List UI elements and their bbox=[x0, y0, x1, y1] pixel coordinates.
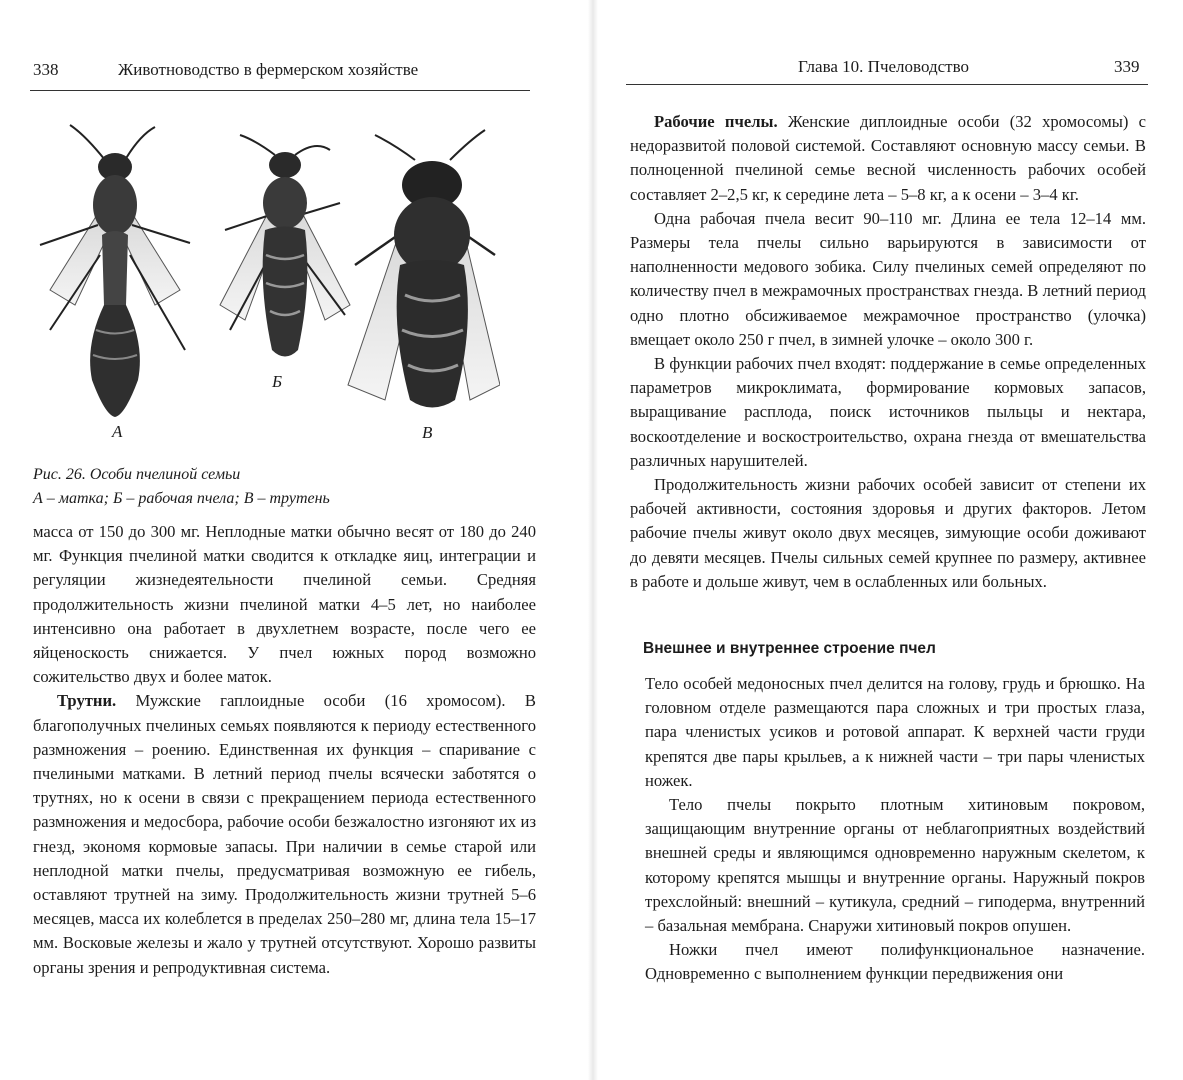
paragraph bbox=[630, 207, 1146, 352]
left-body-text bbox=[33, 520, 536, 980]
paragraph-text: Тело пчелы покрыто плотным хитиновым покровом, защищающим внутренние органы от неблагоприятных воздействий внешней среды и являющимся одновременно наружным скелетом, к которому крепятся мышцы и внутренние органы. Наружный покров трехслойный: внешний – кутикула, средний – гиподерма, внутренний – базальная мембрана. Снаружи хитиновый покров опушен. bbox=[645, 795, 1145, 936]
drone-bee-drawing bbox=[348, 130, 500, 408]
section-heading: Внешнее и внутреннее строение пчел bbox=[643, 640, 936, 657]
worker-bee-drawing bbox=[220, 135, 350, 357]
left-page-number: 338 bbox=[33, 60, 59, 79]
right-running-title: Глава 10. Пчеловодство bbox=[798, 57, 969, 76]
right-body-text-top bbox=[630, 110, 1146, 594]
figure-label-v: В bbox=[422, 423, 433, 442]
figure-label-a: А bbox=[112, 422, 123, 441]
paragraph-text: Продолжительность жизни рабочих особей зависит от степени их рабочей активности, состояния здоровья и других факторов. Летом рабочие пчелы живут около двух месяцев, зимующие особи доживают до девяти месяцев. Пчелы сильных семей крупнее по размеру, активнее в работе и дольше живут, чем в ослабленных или больных. bbox=[630, 475, 1146, 591]
paragraph bbox=[645, 672, 1145, 793]
left-running-title: Животноводство в фермерском хозяйстве bbox=[118, 60, 419, 79]
bee-figure bbox=[30, 115, 500, 455]
queen-bee-drawing bbox=[40, 125, 190, 417]
figure-label-b: Б bbox=[272, 372, 283, 391]
left-header-rule bbox=[30, 90, 530, 91]
paragraph bbox=[645, 793, 1145, 938]
figure-caption bbox=[33, 463, 330, 511]
right-body-text-bottom bbox=[645, 672, 1145, 987]
paragraph-text: Одна рабочая пчела весит 90–110 мг. Длина ее тела 12–14 мм. Размеры тела пчелы сильно варьируются в зависимости от наполненности медового зобика. Силу пчелиных семей определяют по количеству пчел в межрамочных пространствах гнезда. В летний период одно плотно обсиживаемое межрамочное пространство (улочка) вмещает около 250 г пчел, в зимней улочке – около 300 г. bbox=[630, 208, 1146, 349]
paragraph-text: масса от 150 до 300 мг. Неплодные матки обычно весят от 180 до 240 мг. Функция пчелиной матки сводится к откладке яиц, интеграции и регуляции жизнедеятельности пчелиной семьи. Средняя продолжительность жизни пчелиной матки 4–5 лет, но наиболее интенсивно она работает в двухлетнем возрасте, после чего ее яйценоскость снижается. У пчел южных пород возможно сожительство двух и более маток. bbox=[33, 522, 536, 687]
paragraph bbox=[33, 689, 536, 979]
paragraph bbox=[645, 938, 1145, 986]
figure-caption-legend: А – матка; Б – рабочая пчела; В – трутень bbox=[33, 490, 330, 507]
paragraph-lead: Рабочие пчелы. bbox=[654, 112, 778, 131]
paragraph-text: Женские диплоидные особи (32 хромосомы) с недоразвитой половой системой. Составляют основную массу семьи. В полноценной пчелиной семье весной численность рабочих особей составляет 2–2,5 кг, к середине лета – 5–8 кг, а к осени – 3–4 кг. bbox=[630, 112, 1146, 204]
paragraph bbox=[33, 520, 536, 689]
paragraph-text: Тело особей медоносных пчел делится на голову, грудь и брюшко. На головном отделе размещаются пара сложных и три простых глаза, пара членистых усиков и ротовой аппарат. К верхней части груди крепятся две пары крыльев, а к нижней части – три пары членистых ножек. bbox=[645, 674, 1145, 790]
paragraph-text: Мужские гаплоидные особи (16 хромосом). В благополучных пчелиных семьях появляются к периоду естественного размножения – роению. Единственная их функция – спаривание с пчелиными матками. В летний период пчелы всячески заботятся о трутнях, но к осени в связи с прекращением периода естественного размножения и медосбора, рабочие особи безжалостно изгоняют их из гнезд, экономя кормовые запасы. При наличии в семье старой или неплодной матки пчелы, предусматривая возможную ее гибель, оставляют трутней на зиму. Продолжительность жизни трутней 5–6 месяцев, масса их колеблется в пределах 250–280 мг, длина тела 15–17 мм. Восковые железы и жало у трутней отсутствуют. Хорошо развиты органы зрения и репродуктивная система. bbox=[33, 691, 536, 977]
paragraph-text: В функции рабочих пчел входят: поддержание в семье определенных параметров микроклимата, формирование кормовых запасов, выращивание расплода, поиск источников пыльцы и нектара, воскоотделение и воскостроительство, охрана гнезда от вмешательства различных нарушителей. bbox=[630, 354, 1146, 470]
right-page-number: 339 bbox=[1114, 57, 1140, 76]
paragraph bbox=[630, 352, 1146, 473]
paragraph bbox=[630, 110, 1146, 207]
figure-caption-title: Рис. 26. Особи пчелиной семьи bbox=[33, 466, 241, 483]
paragraph-lead: Трутни. bbox=[57, 691, 117, 711]
paragraph-text: Ножки пчел имеют полифункциональное назначение. Одновременно с выполнением функции передвижения они bbox=[645, 940, 1145, 984]
paragraph bbox=[630, 473, 1146, 594]
right-header-rule bbox=[626, 84, 1148, 85]
